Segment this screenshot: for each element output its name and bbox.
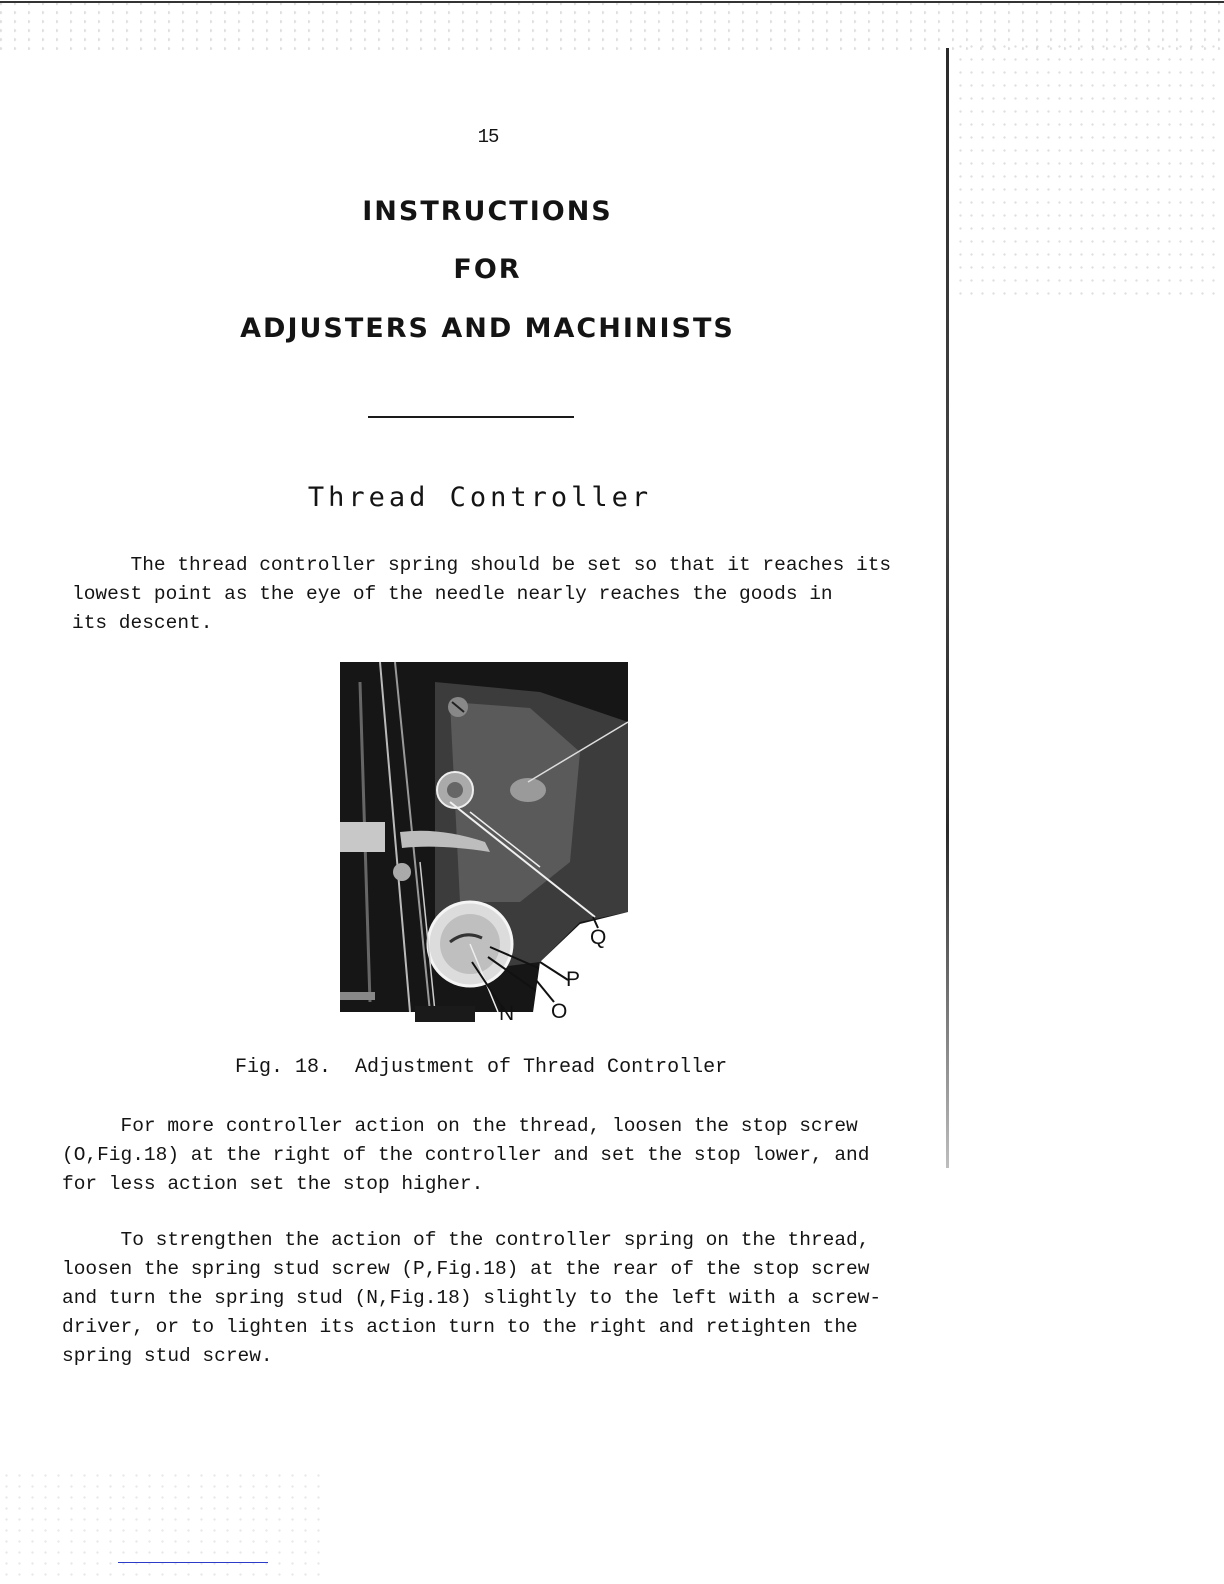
page-number: 15 — [477, 126, 499, 148]
callout-o-label: O — [551, 1000, 568, 1023]
paragraph-spring-strength: To strengthen the action of the controller spring on the thread, loosen the spring stud screw (P,Fig.18) at the rear of the stop screw and turn the spring stud (N,Fig.18) slightly to the left with a screw- driver, or to lighten its action turn to the right and retighten the spring stud screw. — [62, 1229, 882, 1367]
title-divider — [368, 416, 574, 418]
figure-caption: Fig. 18. Adjustment of Thread Controller — [235, 1056, 728, 1079]
callout-n-label: N — [499, 1002, 515, 1025]
callout-p-label: P — [566, 968, 581, 991]
scan-top-edge — [0, 1, 1224, 3]
callout-q-label: Q — [590, 926, 607, 949]
paragraph-thread-controller-setting: The thread controller spring should be set so that it reaches its lowest point as the eye of the needle nearly reaches the goods in its descent. — [72, 554, 892, 634]
scan-bottom-line — [118, 1562, 268, 1563]
section-heading: Thread Controller — [307, 482, 653, 513]
title-line-2: FOR — [453, 254, 522, 285]
title-line-1: INSTRUCTIONS — [362, 196, 613, 227]
paragraph-controller-action: For more controller action on the thread, loosen the stop screw (O,Fig.18) at the right of the controller and set the stop lower, and for less action set the stop higher. — [62, 1115, 870, 1195]
scan-noise-right — [955, 40, 1215, 300]
title-line-3: ADJUSTERS AND MACHINISTS — [240, 313, 735, 344]
figure-thread-controller-photo — [340, 662, 640, 1034]
scan-noise-bottom — [0, 1470, 320, 1580]
